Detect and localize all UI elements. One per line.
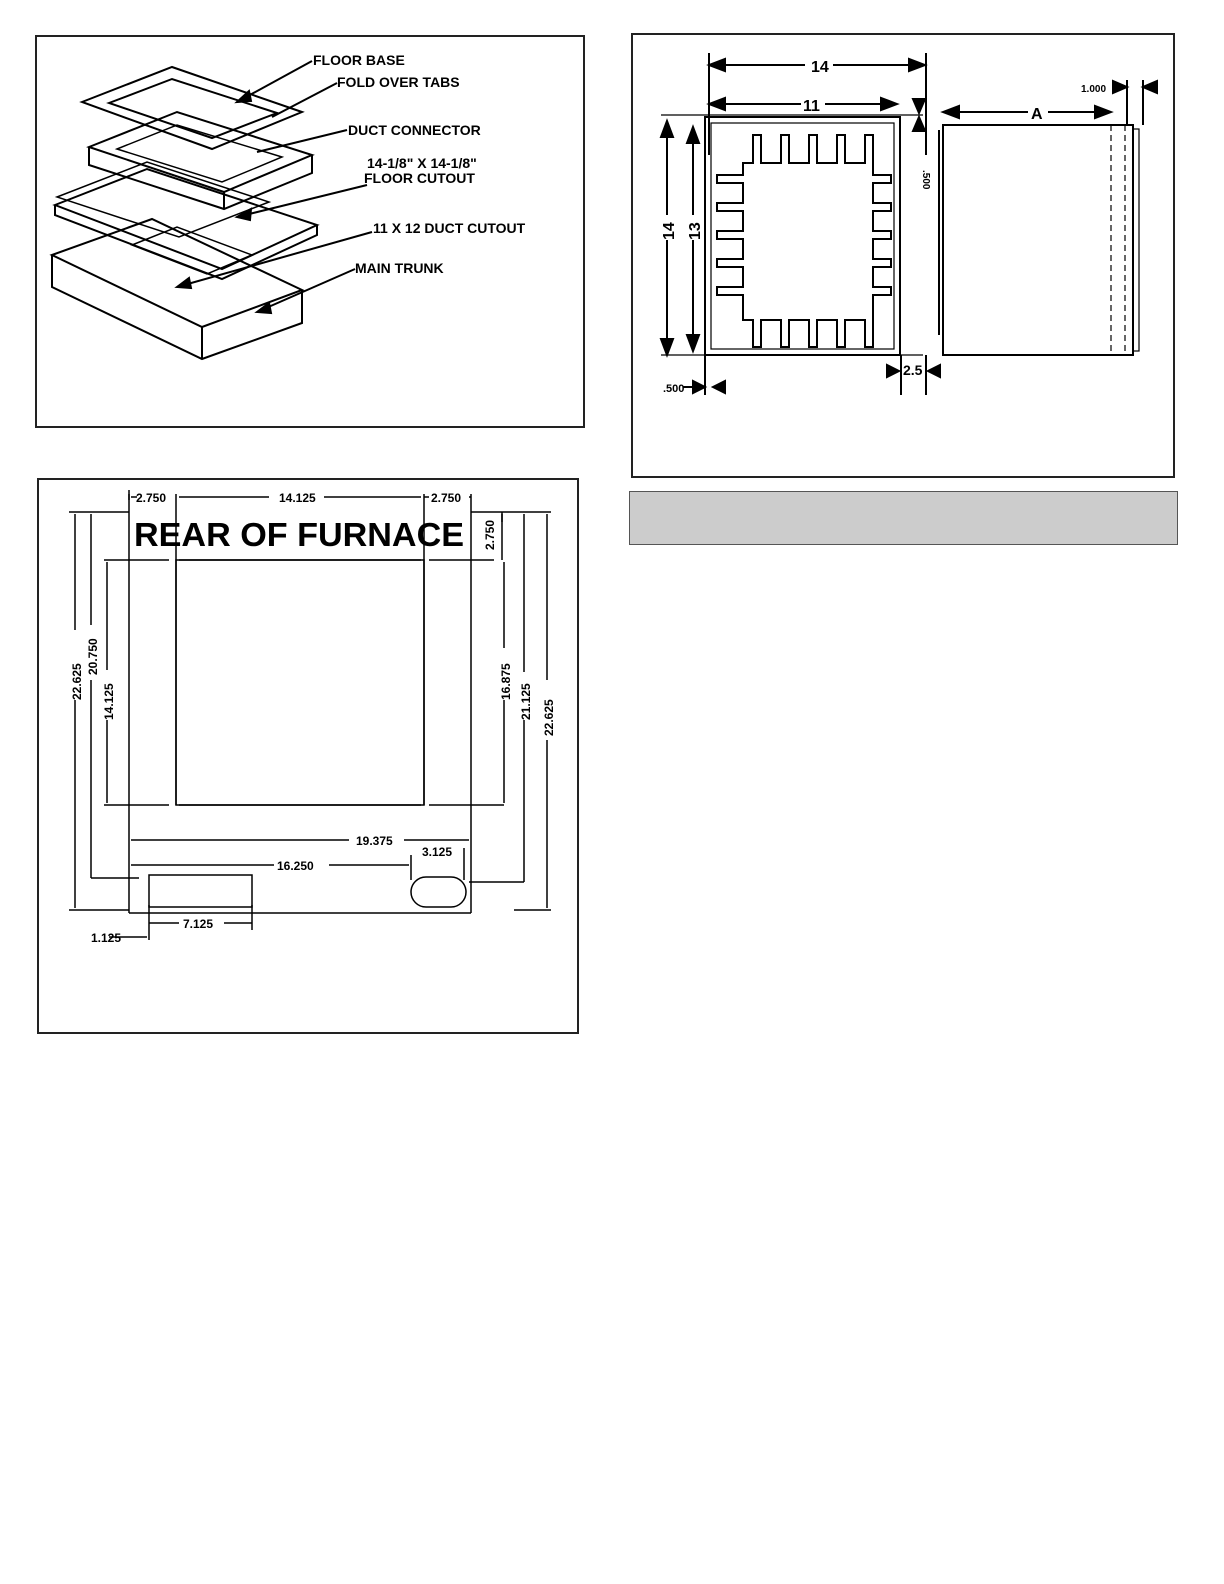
dim-collar-bottom-right: 2.5 bbox=[903, 362, 923, 378]
label-floor-cutout: FLOOR CUTOUT bbox=[364, 170, 475, 186]
rear-of-furnace-panel bbox=[37, 478, 579, 1034]
dim-rear-bottom-7: 7.125 bbox=[183, 917, 214, 931]
label-duct-cutout: 11 X 12 DUCT CUTOUT bbox=[373, 220, 526, 236]
exploded-view-panel bbox=[35, 35, 585, 428]
dim-rear-left-outer: 22.625 bbox=[70, 663, 84, 700]
electrical-knockout bbox=[411, 877, 466, 907]
dim-rear-left-inner: 14.125 bbox=[102, 683, 116, 720]
label-floor-base: FLOOR BASE bbox=[313, 52, 405, 68]
rear-title: REAR OF FURNACE bbox=[134, 516, 464, 553]
return-air-cutout bbox=[176, 560, 424, 805]
dim-rear-bottom-16: 16.250 bbox=[277, 859, 314, 873]
dim-collar-left-inner: 13 bbox=[687, 222, 704, 240]
collar-side-view bbox=[943, 125, 1133, 355]
dim-collar-side-a: A bbox=[1031, 106, 1043, 123]
dim-collar-top-outer: 14 bbox=[811, 59, 829, 76]
label-duct-connector: DUCT CONNECTOR bbox=[348, 122, 481, 138]
label-main-trunk: MAIN TRUNK bbox=[355, 260, 444, 276]
label-floor-cutout-size: 14-1/8" X 14-1/8" bbox=[367, 155, 477, 171]
gas-knockout bbox=[149, 875, 252, 907]
dim-rear-right-inner: 16.875 bbox=[499, 663, 513, 700]
collar-toothed-opening bbox=[717, 135, 891, 347]
dim-rear-left-mid: 20.750 bbox=[86, 638, 100, 675]
dim-collar-side-flange: 1.000 bbox=[1081, 84, 1107, 95]
dim-rear-right-top: 2.750 bbox=[483, 520, 497, 551]
dim-rear-top-right: 2.750 bbox=[431, 491, 462, 505]
dim-rear-bottom-1: 1.125 bbox=[91, 931, 122, 945]
dim-rear-right-mid: 21.125 bbox=[519, 683, 533, 720]
dim-rear-bottom-3: 3.125 bbox=[422, 845, 453, 859]
duct-collar-drawing bbox=[633, 35, 1177, 480]
dim-rear-top-center: 14.125 bbox=[279, 491, 316, 505]
dim-rear-bottom-19: 19.375 bbox=[356, 834, 393, 848]
dim-collar-right-offset: .500 bbox=[920, 170, 931, 190]
figure-caption-bar bbox=[629, 491, 1178, 545]
dim-rear-right-outer: 22.625 bbox=[542, 699, 556, 736]
exploded-view-drawing bbox=[37, 37, 587, 430]
rear-of-furnace-drawing bbox=[39, 480, 581, 1036]
dim-rear-top-left: 2.750 bbox=[136, 491, 167, 505]
label-fold-over-tabs: FOLD OVER TABS bbox=[337, 74, 460, 90]
dim-collar-left-outer: 14 bbox=[661, 222, 678, 240]
duct-collar-panel bbox=[631, 33, 1175, 478]
dim-collar-top-inner: 11 bbox=[803, 98, 820, 115]
dim-collar-bottom-left: .500 bbox=[663, 383, 685, 395]
